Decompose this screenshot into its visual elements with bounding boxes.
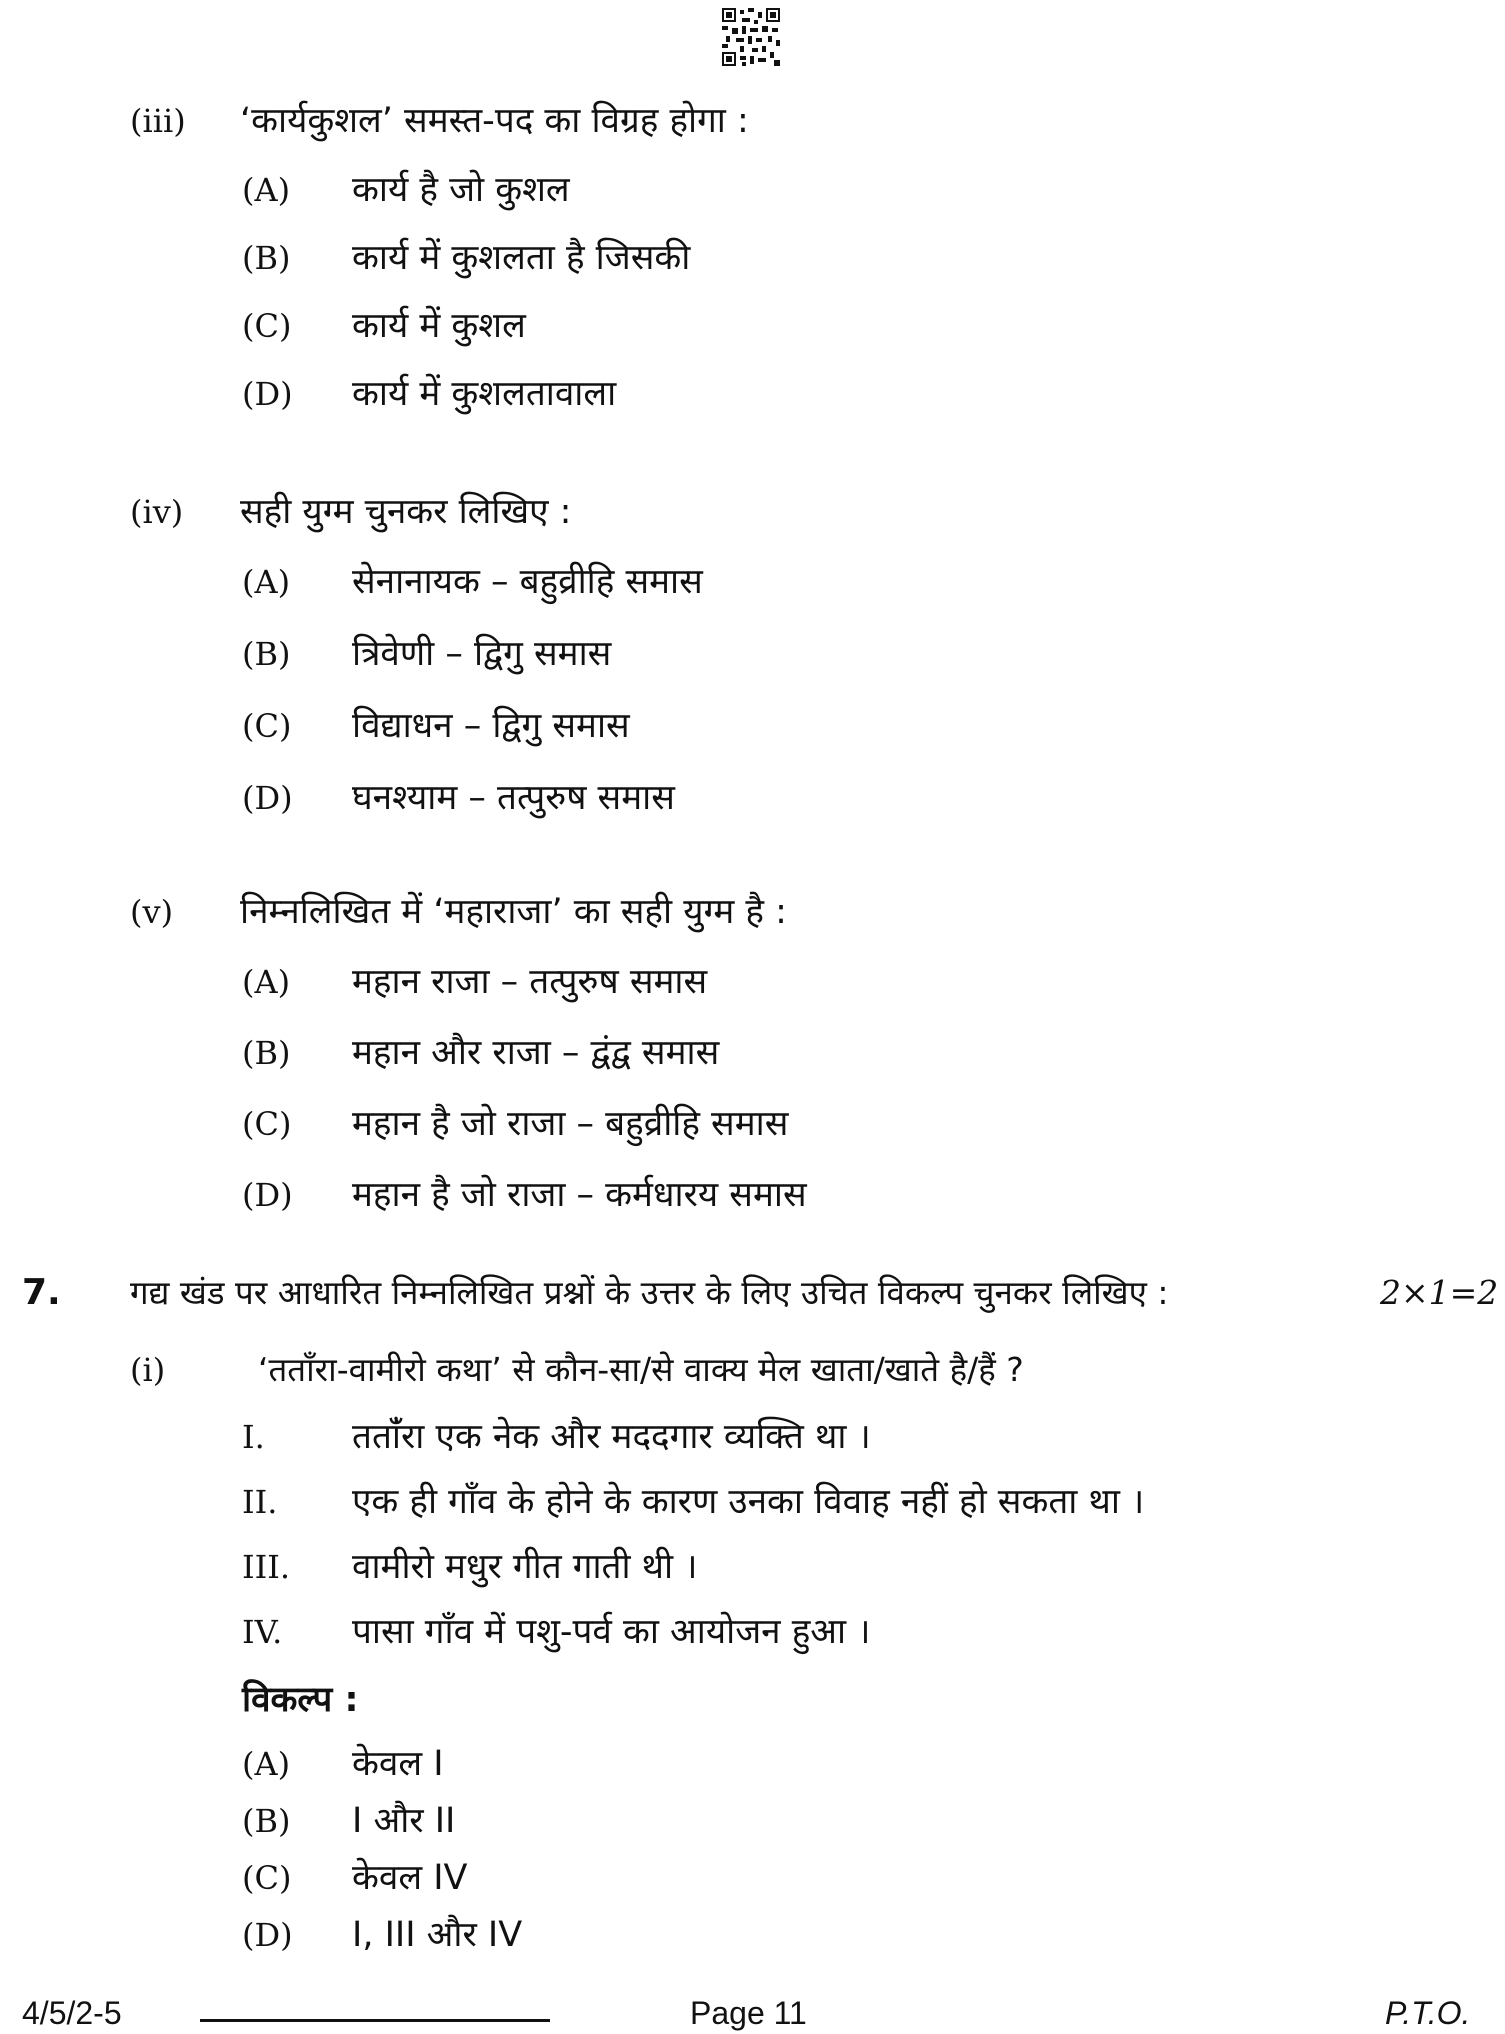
option-text: केवल IV	[352, 1858, 468, 1898]
statement-label: I.	[242, 1418, 265, 1456]
question-text: गद्य खंड पर आधारित निम्नलिखित प्रश्नों के उत्तर के लिए उचित विकल्प चुनकर लिखिए :	[130, 1273, 1169, 1312]
subquestion-number: (iv)	[130, 493, 184, 531]
option-text: कार्य में कुशल	[352, 306, 526, 346]
option-text: महान है जो राजा – बहुव्रीहि समास	[352, 1104, 789, 1144]
option-text: सेनानायक – बहुव्रीहि समास	[352, 562, 703, 602]
option-label: (A)	[242, 1745, 291, 1783]
statement-text: ततांँरा एक नेक और मददगार व्यक्ति था ।	[352, 1417, 871, 1457]
option-text: कार्य में कुशलतावाला	[352, 374, 617, 414]
statement-text: वामीरो मधुर गीत गाती थी ।	[352, 1547, 698, 1587]
option-label: (D)	[242, 1176, 293, 1214]
option-label: (B)	[242, 635, 291, 673]
option-label: (D)	[242, 779, 293, 817]
option-text: विद्याधन – द्विगु समास	[352, 706, 630, 746]
pto-label: P.T.O.	[1385, 1995, 1471, 2031]
option-text: घनश्याम – तत्पुरुष समास	[352, 778, 675, 818]
option-label: (B)	[242, 1802, 291, 1840]
option-label: (A)	[242, 171, 291, 209]
subquestion-text: निम्नलिखित में ‘महाराजा’ का सही युग्म है :	[240, 892, 787, 932]
option-text: I और II	[352, 1801, 456, 1841]
subquestion-number: (v)	[130, 893, 174, 931]
option-text: कार्य में कुशलता है जिसकी	[352, 238, 691, 278]
option-text: केवल I	[352, 1744, 444, 1784]
option-label: (C)	[242, 307, 292, 345]
marks-allocation: 2×1=2	[1380, 1273, 1499, 1312]
page-number: Page 11	[690, 1995, 807, 2031]
subquestion-text: ‘कार्यकुशल’ समस्त-पद का विग्रह होगा :	[240, 101, 749, 141]
paper-code: 4/5/2-5	[22, 1995, 122, 2031]
option-label: (C)	[242, 707, 292, 745]
statement-text: पासा गाँव में पशु-पर्व का आयोजन हुआ ।	[352, 1612, 871, 1652]
option-text: महान है जो राजा – कर्मधारय समास	[352, 1175, 807, 1215]
option-label: (A)	[242, 563, 291, 601]
option-text: महान राजा – तत्पुरुष समास	[352, 962, 708, 1002]
question-number: 7.	[22, 1272, 61, 1313]
qr-code-icon	[722, 8, 780, 66]
option-text: महान और राजा – द्वंद्व समास	[352, 1033, 720, 1073]
option-label: (C)	[242, 1105, 292, 1143]
statement-label: III.	[242, 1548, 291, 1586]
option-text: कार्य है जो कुशल	[352, 170, 570, 210]
subquestion-text: ‘तताँरा-वामीरो कथा’ से कौन-सा/से वाक्य मेल खाता/खाते है/हैं ?	[258, 1350, 1024, 1389]
option-label: (B)	[242, 1034, 291, 1072]
option-text: I, III और IV	[352, 1915, 523, 1955]
statement-text: एक ही गाँव के होने के कारण उनका विवाह नहीं हो सकता था ।	[352, 1482, 1145, 1522]
statement-label: II.	[242, 1483, 278, 1521]
option-label: (A)	[242, 963, 291, 1001]
option-text: त्रिवेणी – द्विगु समास	[352, 634, 612, 674]
subquestion-text: सही युग्म चुनकर लिखिए :	[240, 492, 572, 532]
options-heading: विकल्प :	[242, 1680, 359, 1720]
subquestion-number: (iii)	[130, 102, 186, 140]
option-label: (D)	[242, 1916, 293, 1954]
option-label: (B)	[242, 239, 291, 277]
subquestion-number: (i)	[130, 1351, 166, 1389]
statement-label: IV.	[242, 1613, 283, 1651]
footer-divider	[200, 2019, 550, 2022]
option-label: (C)	[242, 1859, 292, 1897]
option-label: (D)	[242, 375, 293, 413]
